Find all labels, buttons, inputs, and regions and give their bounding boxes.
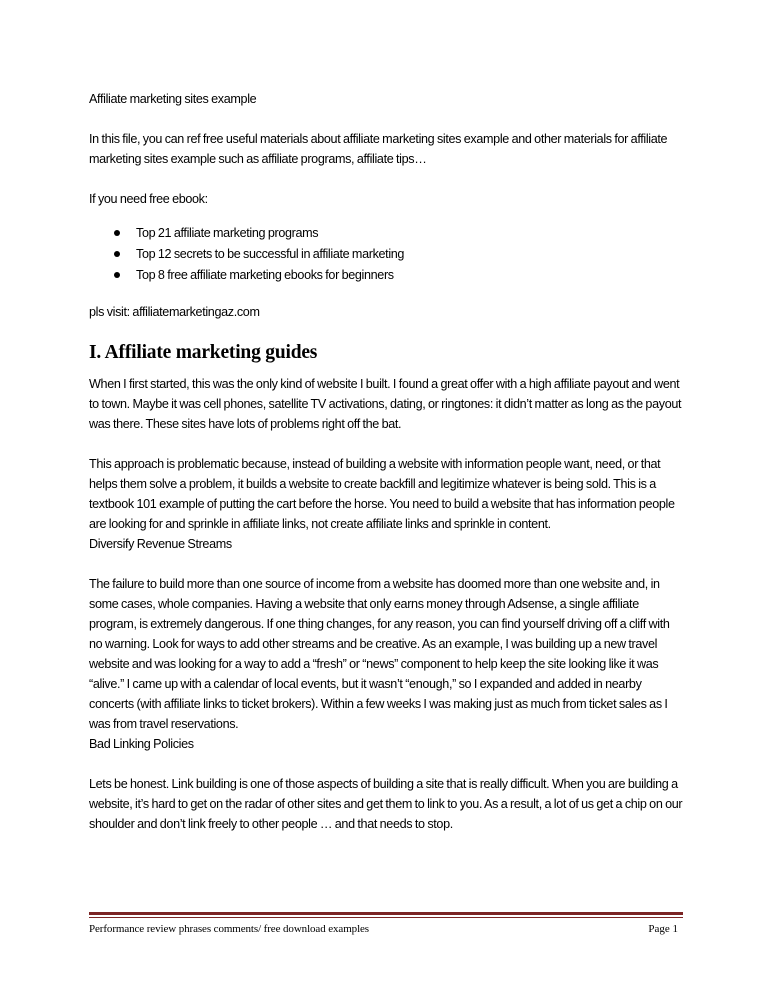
bullet-icon (114, 251, 120, 257)
footer-divider-thin (89, 917, 683, 918)
list-item (114, 223, 685, 244)
ebook-list (89, 223, 685, 286)
spacer (89, 322, 685, 336)
list-item-text: Top 21 affiliate marketing programs (136, 226, 319, 240)
body-paragraph: This approach is problematic because, instead of building a website with information people want, need, or that helps them solve a problem, it builds a website to create backfill and legitimize whatever is being sold. This is a textbook 101 example of putting the cart before the horse. You need to build a website that has information people are looking for and sprinkle in affiliate links, not create affiliate links and sprinkle in content. (89, 457, 675, 531)
subheading-diversify: Diversify Revenue Streams (89, 537, 232, 551)
spacer (89, 554, 685, 574)
spacer (89, 754, 685, 774)
subheading-linking: Bad Linking Policies (89, 737, 194, 751)
list-item (114, 244, 685, 265)
spacer (89, 209, 685, 223)
page-body (89, 89, 685, 834)
intro-paragraph: In this file, you can ref free useful materials about affiliate marketing sites example and other materials for affiliate marketing sites example such as affiliate programs, affiliate tips… (89, 132, 668, 166)
footer-text: Performance review phrases comments/ free download examples (89, 923, 369, 935)
body-paragraph: The failure to build more than one source of income from a website has doomed more than one website and, in some cases, whole companies. Having a website that only earns money through Adsense, a single affiliate program, is extremely dangerous. If one thing changes, for any reason, you can find yourself driving off a cliff with no warning. Look for ways to add other streams and be creative. As an example, I was building up a new travel website and was looking for a way to add a “fresh” or “news” component to help keep the site looking like it was “alive.” I came up with a calendar of local events, but it wasn’t “enough,” so I expanded and added in nearby concerts (with affiliate links to ticket brokers). Within a few weeks I was making just as much from ticket sales as I was from travel reservations. (89, 577, 670, 731)
spacer (89, 286, 685, 302)
visit-line: pls visit: affiliatemarketingaz.com (89, 305, 260, 319)
body-paragraph: When I first started, this was the only kind of website I built. I found a great offer with a high affiliate payout and went to town. Maybe it was cell phones, satellite TV activations, dating, or ringtones: it didn’t matter as long as the payout was there. These sites have lots of problems right off the bat. (89, 377, 682, 431)
footer-divider-thick (89, 912, 683, 915)
section-heading: I. Affiliate marketing guides (89, 342, 318, 363)
list-item-text: Top 8 free affiliate marketing ebooks for beginners (136, 268, 394, 282)
spacer (89, 169, 685, 189)
ebook-prompt: If you need free ebook: (89, 192, 208, 206)
list-item (114, 265, 685, 286)
bullet-icon (114, 272, 120, 278)
document-title-line: Affiliate marketing sites example (89, 92, 257, 106)
bullet-icon (114, 230, 120, 236)
body-paragraph: Lets be honest. Link building is one of those aspects of building a site that is really difficult. When you are building a website, it’s hard to get on the radar of other sites and get them to link to you. As a result, a lot of us get a chip on our shoulder and don’t link freely to other people … and that needs to stop. (89, 777, 683, 831)
list-item-text: Top 12 secrets to be successful in affiliate marketing (136, 247, 405, 261)
spacer (89, 434, 685, 454)
page-number: Page 1 (648, 923, 678, 935)
spacer (89, 109, 685, 129)
